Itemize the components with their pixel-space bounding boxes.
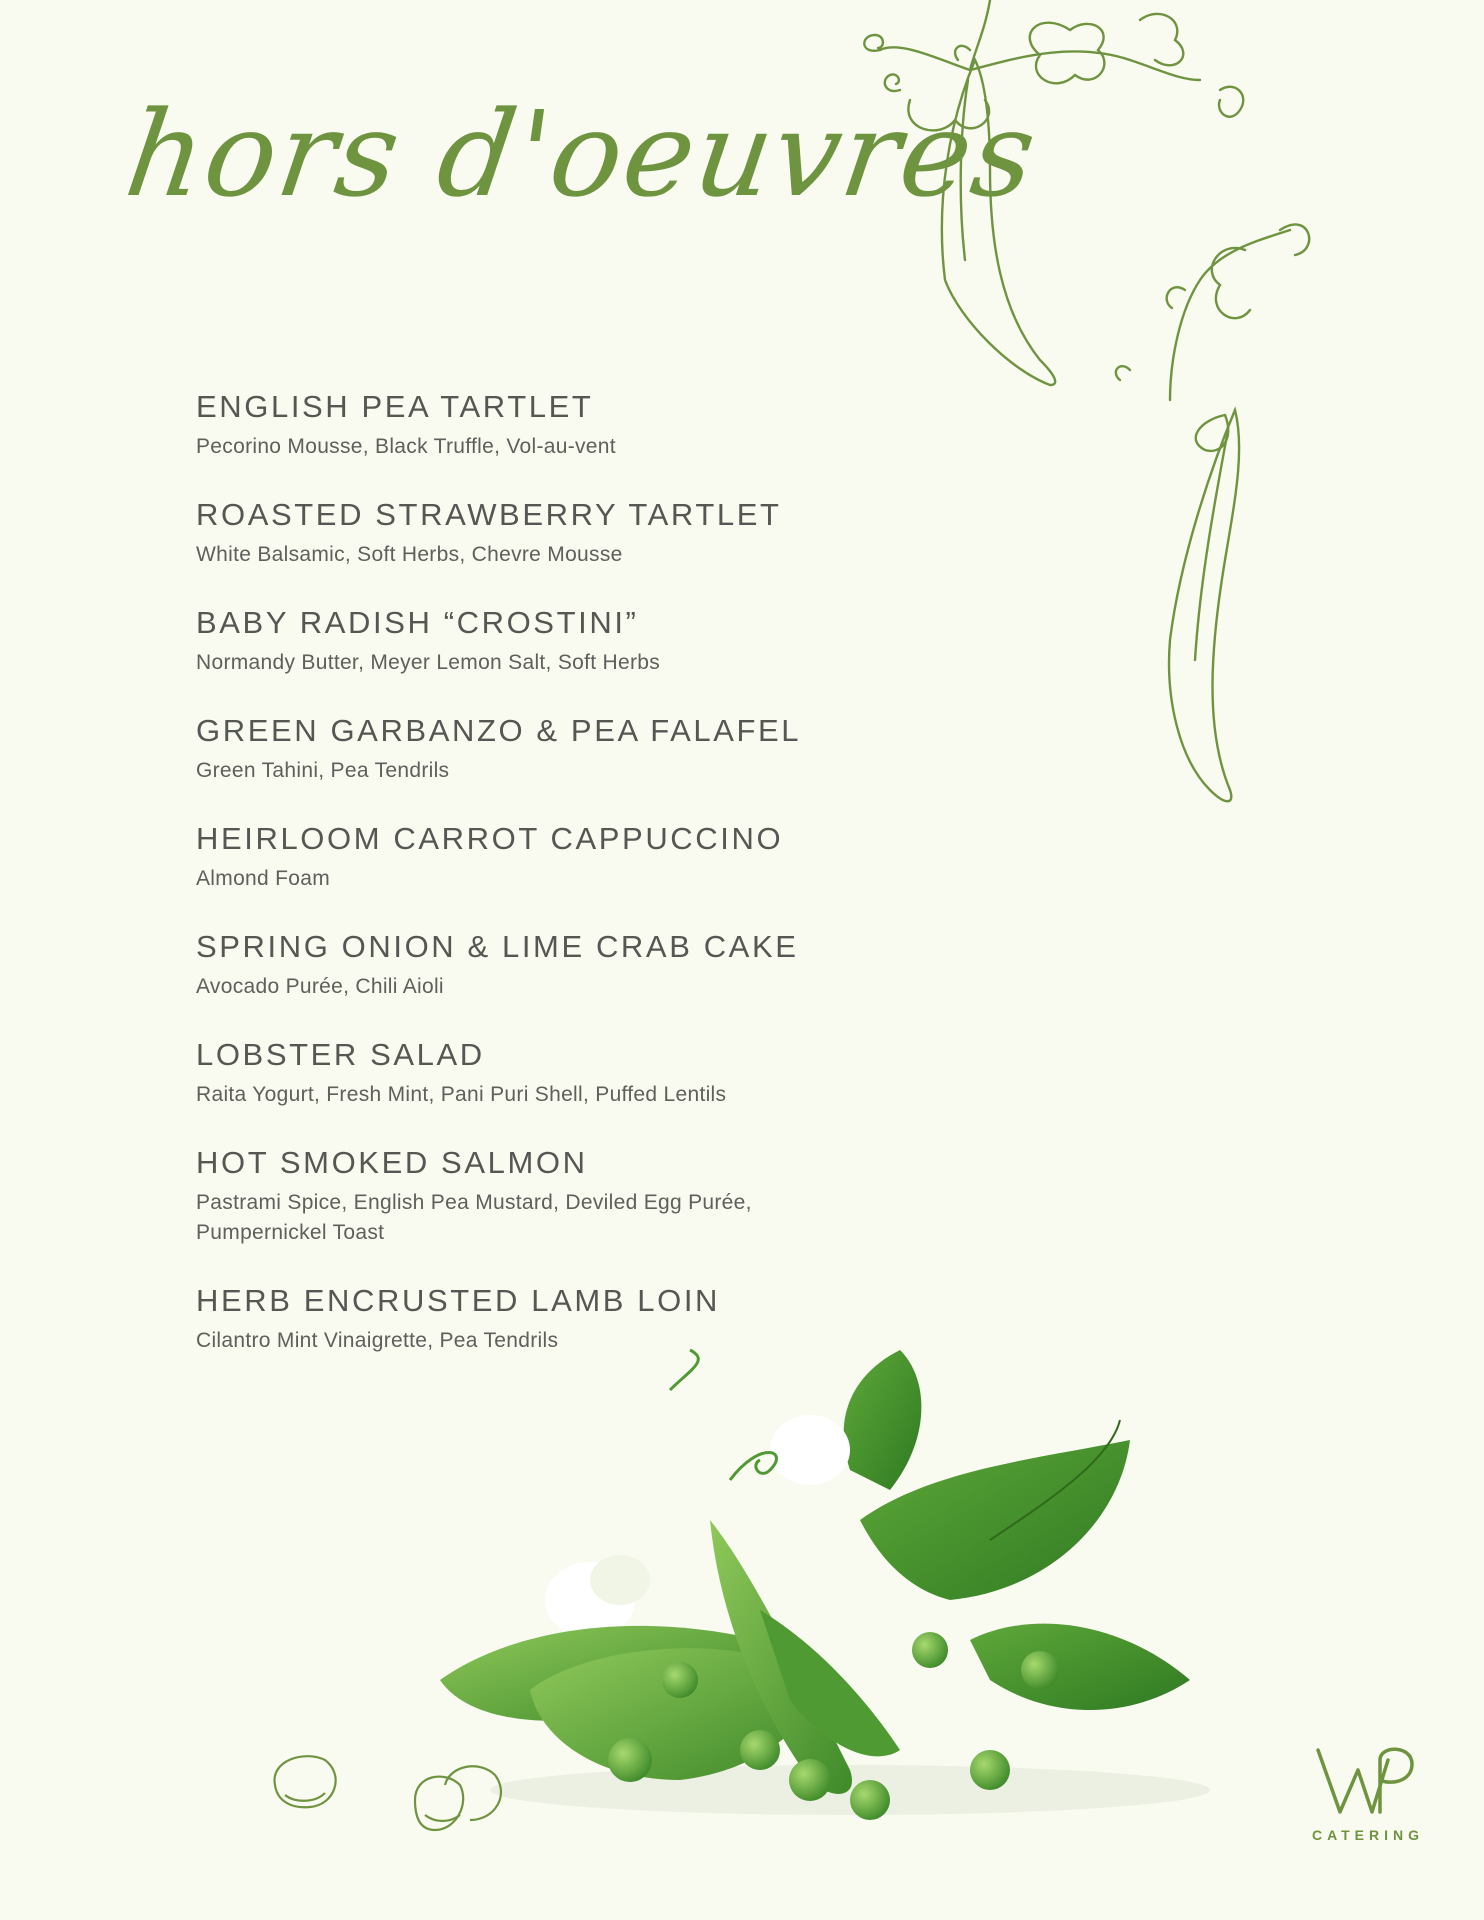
menu-item-description: Cilantro Mint Vinaigrette, Pea Tendrils — [196, 1329, 559, 1352]
menu-item-description: Green Tahini, Pea Tendrils — [196, 759, 450, 782]
menu-item-description: White Balsamic, Soft Herbs, Chevre Mousse — [196, 543, 623, 566]
menu-item-name: GREEN GARBANZO & PEA FALAFEL — [196, 713, 802, 748]
menu-item-description: Almond Foam — [196, 867, 331, 890]
menu-item — [196, 388, 956, 462]
catering-logo — [1300, 1740, 1430, 1843]
menu-item-name: BABY RADISH “CROSTINI” — [196, 605, 639, 640]
menu-item-name: HOT SMOKED SALMON — [196, 1145, 588, 1180]
menu-item — [196, 1144, 956, 1248]
menu-item — [196, 820, 956, 894]
menu-item — [196, 1282, 956, 1356]
menu-item-description: Avocado Purée, Chili Aioli — [196, 975, 444, 998]
menu-list — [196, 388, 956, 1390]
menu-item-name: SPRING ONION & LIME CRAB CAKE — [196, 929, 799, 964]
menu-item — [196, 604, 956, 678]
menu-item — [196, 928, 956, 1002]
menu-item-name: HEIRLOOM CARROT CAPPUCCINO — [196, 821, 784, 856]
menu-item-description: Normandy Butter, Meyer Lemon Salt, Soft Herbs — [196, 651, 661, 674]
fresh-peas-photo — [430, 1350, 1250, 1830]
menu-item-description: Raita Yogurt, Fresh Mint, Pani Puri Shell, Puffed Lentils — [196, 1083, 727, 1106]
menu-item — [196, 1036, 956, 1110]
menu-item — [196, 712, 956, 786]
logo-text: CATERING — [1311, 1827, 1425, 1843]
menu-item-description: Pecorino Mousse, Black Truffle, Vol-au-vent — [196, 435, 616, 458]
wp-monogram-logo — [1310, 1740, 1420, 1820]
menu-item-name: ENGLISH PEA TARTLET — [196, 389, 594, 424]
menu-item-description-line: Pastrami Spice, English Pea Mustard, Deviled Egg Purée, — [196, 1191, 752, 1214]
page-title: hors d'oeuvres — [118, 85, 1046, 223]
menu-item-name: HERB ENCRUSTED LAMB LOIN — [196, 1283, 721, 1318]
menu-item-description-line: Pumpernickel Toast — [196, 1221, 385, 1244]
pea-sketch-icon — [265, 1745, 525, 1845]
menu-item-description — [196, 1188, 956, 1248]
menu-item-name: LOBSTER SALAD — [196, 1037, 485, 1072]
menu-item — [196, 496, 956, 570]
menu-item-name: ROASTED STRAWBERRY TARTLET — [196, 497, 782, 532]
